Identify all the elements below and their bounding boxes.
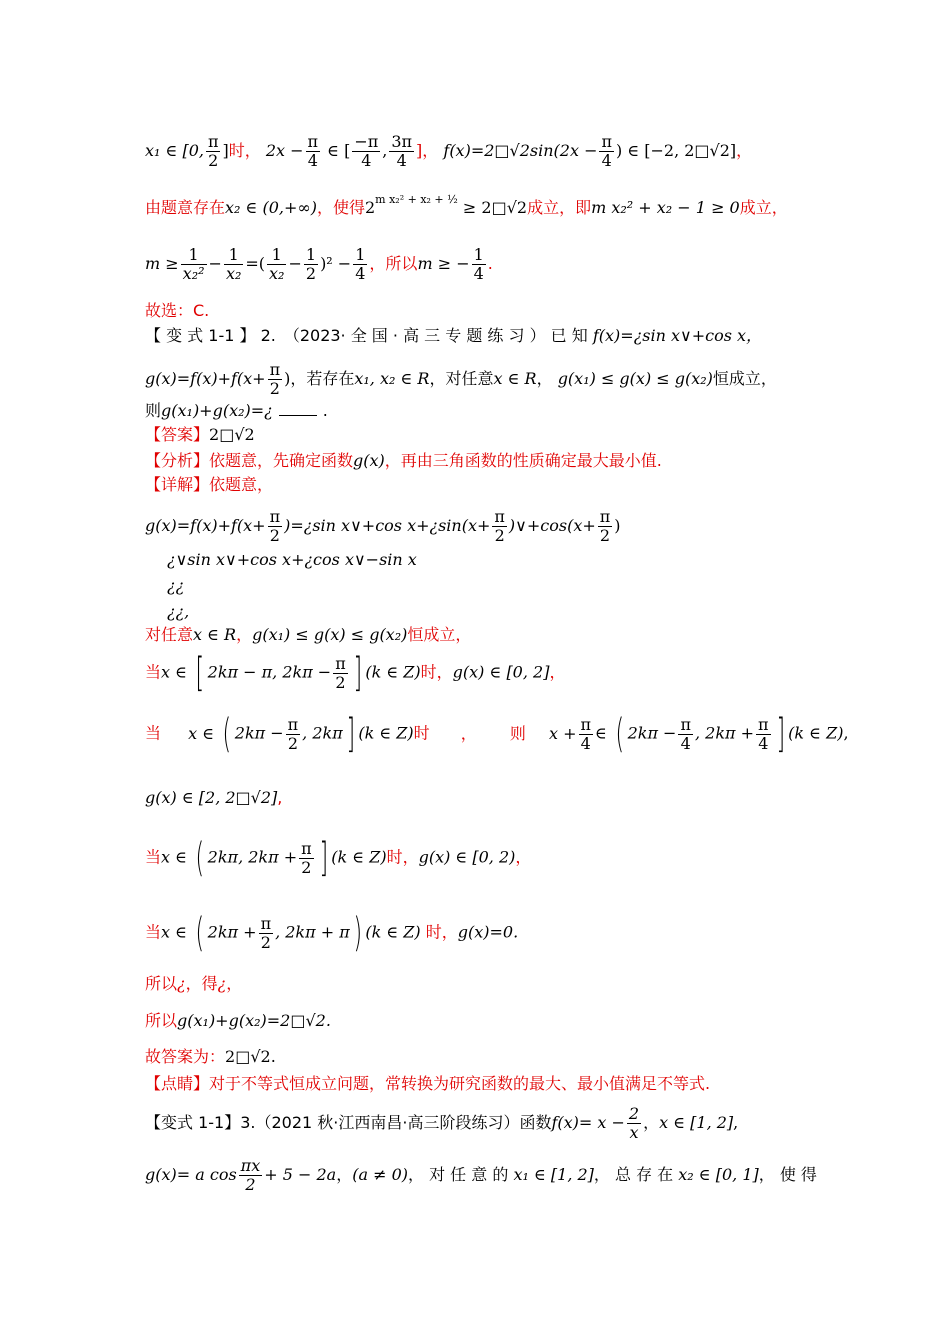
- math: (k ∈ Z): [358, 723, 414, 743]
- math: g(x₁)+g(x₂)=¿: [161, 401, 273, 420]
- left-paren: (: [615, 711, 625, 757]
- text: 成立，即: [527, 198, 592, 217]
- line-7: [145, 400, 328, 422]
- math: 2x −: [265, 141, 304, 160]
- math: x ∈ R: [193, 625, 237, 644]
- math: x ∈ R: [493, 369, 537, 388]
- math: m ≥ −: [417, 254, 470, 273]
- text: ，使得: [316, 198, 365, 217]
- text: 由题意存在: [145, 198, 226, 217]
- math: ∈: [595, 723, 607, 743]
- text-red: 时，: [228, 141, 261, 160]
- math: −: [208, 254, 222, 273]
- line-20: [145, 910, 519, 956]
- text-red: 所以: [385, 254, 418, 273]
- text-red: ，: [736, 141, 753, 160]
- math: ): [614, 516, 621, 535]
- line-12: ¿∨sin x∨+cos x+¿cos x∨−sin x: [167, 550, 417, 569]
- text: ，: [643, 1113, 660, 1132]
- line-2: [145, 189, 788, 219]
- text: 所以: [145, 974, 178, 993]
- line-8: [145, 424, 255, 446]
- fraction: $\frac{\pi}{2}$: [207, 132, 219, 170]
- text: 对任意: [145, 625, 194, 644]
- text-red: 故答案为：: [145, 1047, 226, 1066]
- text: ，对任意: [429, 369, 494, 388]
- math: x₂ ∈ (0,+∞): [225, 198, 317, 217]
- fraction: $\frac{\pi}{2}$: [599, 507, 611, 545]
- math: ) ∈ [−2, 2□√2]: [615, 141, 737, 160]
- math: x ∈: [161, 922, 187, 942]
- text: ，得: [185, 974, 218, 993]
- line-9: [145, 450, 662, 472]
- line-17: [145, 711, 849, 757]
- math: , 2kπ: [302, 723, 343, 743]
- math: 2□√2.: [225, 1047, 276, 1066]
- text: ，: [236, 625, 253, 644]
- fraction: $\frac{2}{x}$: [628, 1104, 640, 1142]
- text: ，再由三角函数的性质确定最大最小值.: [384, 451, 662, 470]
- text: 则: [145, 401, 162, 420]
- math: 2□√2: [209, 425, 255, 444]
- math: )，若存在: [284, 369, 355, 388]
- fraction: $\frac{\pi}{4}$: [758, 714, 769, 753]
- math: x₁ ∈ [0,: [145, 141, 204, 160]
- math: x₂ ∈ [0, 1]: [678, 1165, 759, 1184]
- math: ¿: [217, 974, 227, 993]
- math: (k ∈ Z): [788, 723, 844, 743]
- text: ，: [226, 974, 243, 993]
- line-13: ¿¿: [167, 576, 185, 595]
- math: =(: [245, 254, 266, 273]
- math: x₁ ∈ [1, 2]: [513, 1165, 594, 1184]
- left-paren: (: [195, 835, 205, 881]
- line-14: ¿¿,: [167, 602, 190, 621]
- line-22: [145, 1010, 331, 1032]
- math: x ∈: [161, 662, 187, 682]
- math: −: [288, 254, 302, 273]
- math: g(x)=f(x)+f(x+: [145, 369, 266, 388]
- math: 2kπ −: [234, 723, 284, 743]
- fraction: $\frac{3\pi}{4}$: [391, 132, 413, 170]
- math: 2kπ −: [627, 723, 677, 743]
- line-24: 【点睛】对于不等式恒成立问题，常转换为研究函数的最大、最小值满足不等式.: [145, 1074, 711, 1093]
- fraction: $\frac{\pi}{4}$: [680, 714, 691, 753]
- text-red: ，: [369, 254, 386, 273]
- right-paren: ): [353, 910, 362, 956]
- text-red: 则: [509, 723, 526, 743]
- math: g(x₁)+g(x₂)=2□√2.: [177, 1011, 331, 1030]
- math: g(x): [353, 451, 385, 470]
- math: g(x)=f(x)+f(x+: [145, 516, 266, 535]
- analysis-label: 【分析】依题意，先确定函数: [145, 451, 354, 470]
- text-red: 当: [145, 847, 162, 867]
- line-23: [145, 1046, 276, 1068]
- math: f(x)= x −: [551, 1113, 625, 1132]
- line-5: [145, 325, 762, 347]
- math: g(x) ∈ [0, 2): [418, 847, 516, 867]
- text-red: ,: [277, 788, 283, 807]
- fraction: $\frac{\pi}{2}$: [335, 653, 346, 692]
- math: (a ≠ 0): [352, 1165, 408, 1184]
- fraction: $\frac{\pi}{2}$: [301, 838, 312, 877]
- fraction: $\frac{\pi}{4}$: [580, 714, 592, 753]
- math: )² −: [320, 254, 352, 273]
- math: ]: [222, 141, 229, 160]
- math: x +: [548, 723, 577, 743]
- line-6: [145, 361, 777, 398]
- right-bracket: ]: [353, 650, 362, 696]
- text-red: 时，: [425, 922, 458, 942]
- text: .: [322, 401, 328, 420]
- math: )∨+cos(x+: [508, 516, 596, 535]
- fraction: $\frac{1}{\text{x₂}}$: [225, 245, 242, 283]
- text-red: 当: [145, 723, 162, 743]
- fraction: $\frac{1}{\text{x₂}}$: [269, 245, 285, 283]
- math: x₁, x₂ ∈ R: [354, 369, 430, 388]
- fraction: $\frac{1}{2}$: [305, 245, 317, 283]
- text-red: .: [487, 254, 493, 273]
- line-16: [145, 650, 566, 696]
- left-paren: (: [195, 910, 205, 956]
- math: g(x)= a cos: [145, 1165, 237, 1184]
- math: )=¿sin x∨+cos x+¿sin(x+: [284, 516, 491, 535]
- text: ，: [336, 1165, 353, 1184]
- math: g(x) ∈ [0, 2]: [452, 662, 550, 682]
- math-power: $2^{m x_2^2 + x_2 + \frac{1}{2}}$: [364, 193, 458, 217]
- math: x ∈: [161, 847, 187, 867]
- math: x ∈ [1, 2]: [659, 1113, 734, 1132]
- fraction: $\frac{\pi}{2}$: [494, 507, 505, 545]
- fraction: $\frac{\pi}{2}$: [260, 913, 272, 952]
- math: ∈ [: [327, 141, 351, 160]
- math: ≥ 2□√2: [462, 198, 528, 217]
- text-red: 时，: [420, 662, 453, 682]
- math: , 2kπ +: [694, 723, 755, 743]
- text: ，: [536, 369, 553, 388]
- math: ,: [382, 141, 388, 160]
- text: 恒成立，: [712, 369, 777, 388]
- fraction: $\frac{\pi}{2}$: [269, 507, 281, 545]
- line-3: [145, 246, 493, 283]
- fraction: $\frac{1}{4}$: [473, 245, 484, 283]
- text-red: ，: [460, 723, 477, 743]
- math: (k ∈ Z): [365, 662, 421, 682]
- math: ,: [843, 723, 849, 743]
- math: 2kπ, 2kπ +: [207, 847, 298, 867]
- variant-heading: 【 变 式 1-1 】 2. （2023· 全 国 · 高 三 专 题 练 习 ） 已 知: [145, 326, 588, 345]
- variant-heading: 【变式 1-1】3.（2021 秋·江西南昌·高三阶段练习）函数: [145, 1113, 552, 1132]
- math: ]，: [416, 141, 439, 160]
- text: 恒成立，: [407, 625, 472, 644]
- line-15: [145, 624, 471, 646]
- math: f(x)=2□√2sin(2x −: [443, 141, 598, 160]
- line-26: [145, 1157, 817, 1194]
- line-11: [145, 508, 621, 545]
- text: ， 对 任 意 的: [407, 1165, 509, 1184]
- math: m x₂² + x₂ − 1 ≥ 0: [591, 198, 740, 217]
- right-bracket: ]: [776, 711, 785, 757]
- math: g(x₁) ≤ g(x) ≤ g(x₂): [557, 369, 713, 388]
- fraction: $\frac{-\pi}{4}$: [354, 132, 379, 170]
- text: ， 总 存 在: [593, 1165, 674, 1184]
- math: (k ∈ Z): [331, 847, 387, 867]
- fraction: $\frac{1}{4}$: [355, 245, 366, 283]
- text-red: 当: [145, 662, 162, 682]
- math: g(x)=0.: [457, 922, 519, 942]
- text-red: 所以: [145, 1011, 178, 1030]
- fraction: $\frac{\pi x}{2}$: [240, 1156, 261, 1194]
- answer-label: 【答案】: [145, 425, 210, 444]
- line-10: 【详解】依题意，: [145, 475, 274, 494]
- math: f(x)=¿sin x∨+cos x，: [592, 326, 763, 345]
- left-bracket: [: [195, 650, 205, 696]
- left-paren: (: [222, 711, 232, 757]
- text-red: ，: [515, 847, 532, 867]
- math: 2kπ +: [207, 922, 257, 942]
- line-18: [145, 787, 282, 809]
- line-21: [145, 973, 242, 995]
- line-25: [145, 1105, 738, 1142]
- fraction: $\frac{\pi}{4}$: [601, 132, 612, 170]
- text-red: 时: [413, 723, 430, 743]
- math: ,: [733, 1113, 739, 1132]
- line-19: [145, 835, 532, 881]
- math: (k ∈ Z): [365, 922, 421, 942]
- right-bracket: ]: [319, 835, 328, 881]
- fraction: $\frac{\pi}{2}$: [269, 360, 281, 398]
- math: + 5 − 2a: [264, 1165, 337, 1184]
- text: ， 使 得: [758, 1165, 817, 1184]
- answer-blank: [279, 401, 317, 416]
- math: ¿: [177, 974, 186, 993]
- right-bracket: ]: [346, 711, 355, 757]
- fraction: $\frac{\pi}{2}$: [287, 714, 299, 753]
- line-1: [145, 133, 752, 170]
- math: m ≥: [145, 254, 179, 273]
- text-red: 时，: [386, 847, 419, 867]
- math: g(x₁) ≤ g(x) ≤ g(x₂): [252, 625, 408, 644]
- math: x ∈: [188, 723, 215, 743]
- text: 成立，: [739, 198, 788, 217]
- math: 2kπ − π, 2kπ −: [207, 662, 332, 682]
- fraction: $\frac{\pi}{4}$: [307, 132, 319, 170]
- math: g(x) ∈ [2, 2□√2]: [145, 788, 278, 807]
- fraction: $\frac{1}{\text{x₂²}}$: [182, 245, 205, 283]
- math: , 2kπ + π: [275, 922, 350, 942]
- text-red: 当: [145, 922, 162, 942]
- line-4: 故选：C.: [145, 301, 210, 320]
- text-red: ，: [549, 662, 566, 682]
